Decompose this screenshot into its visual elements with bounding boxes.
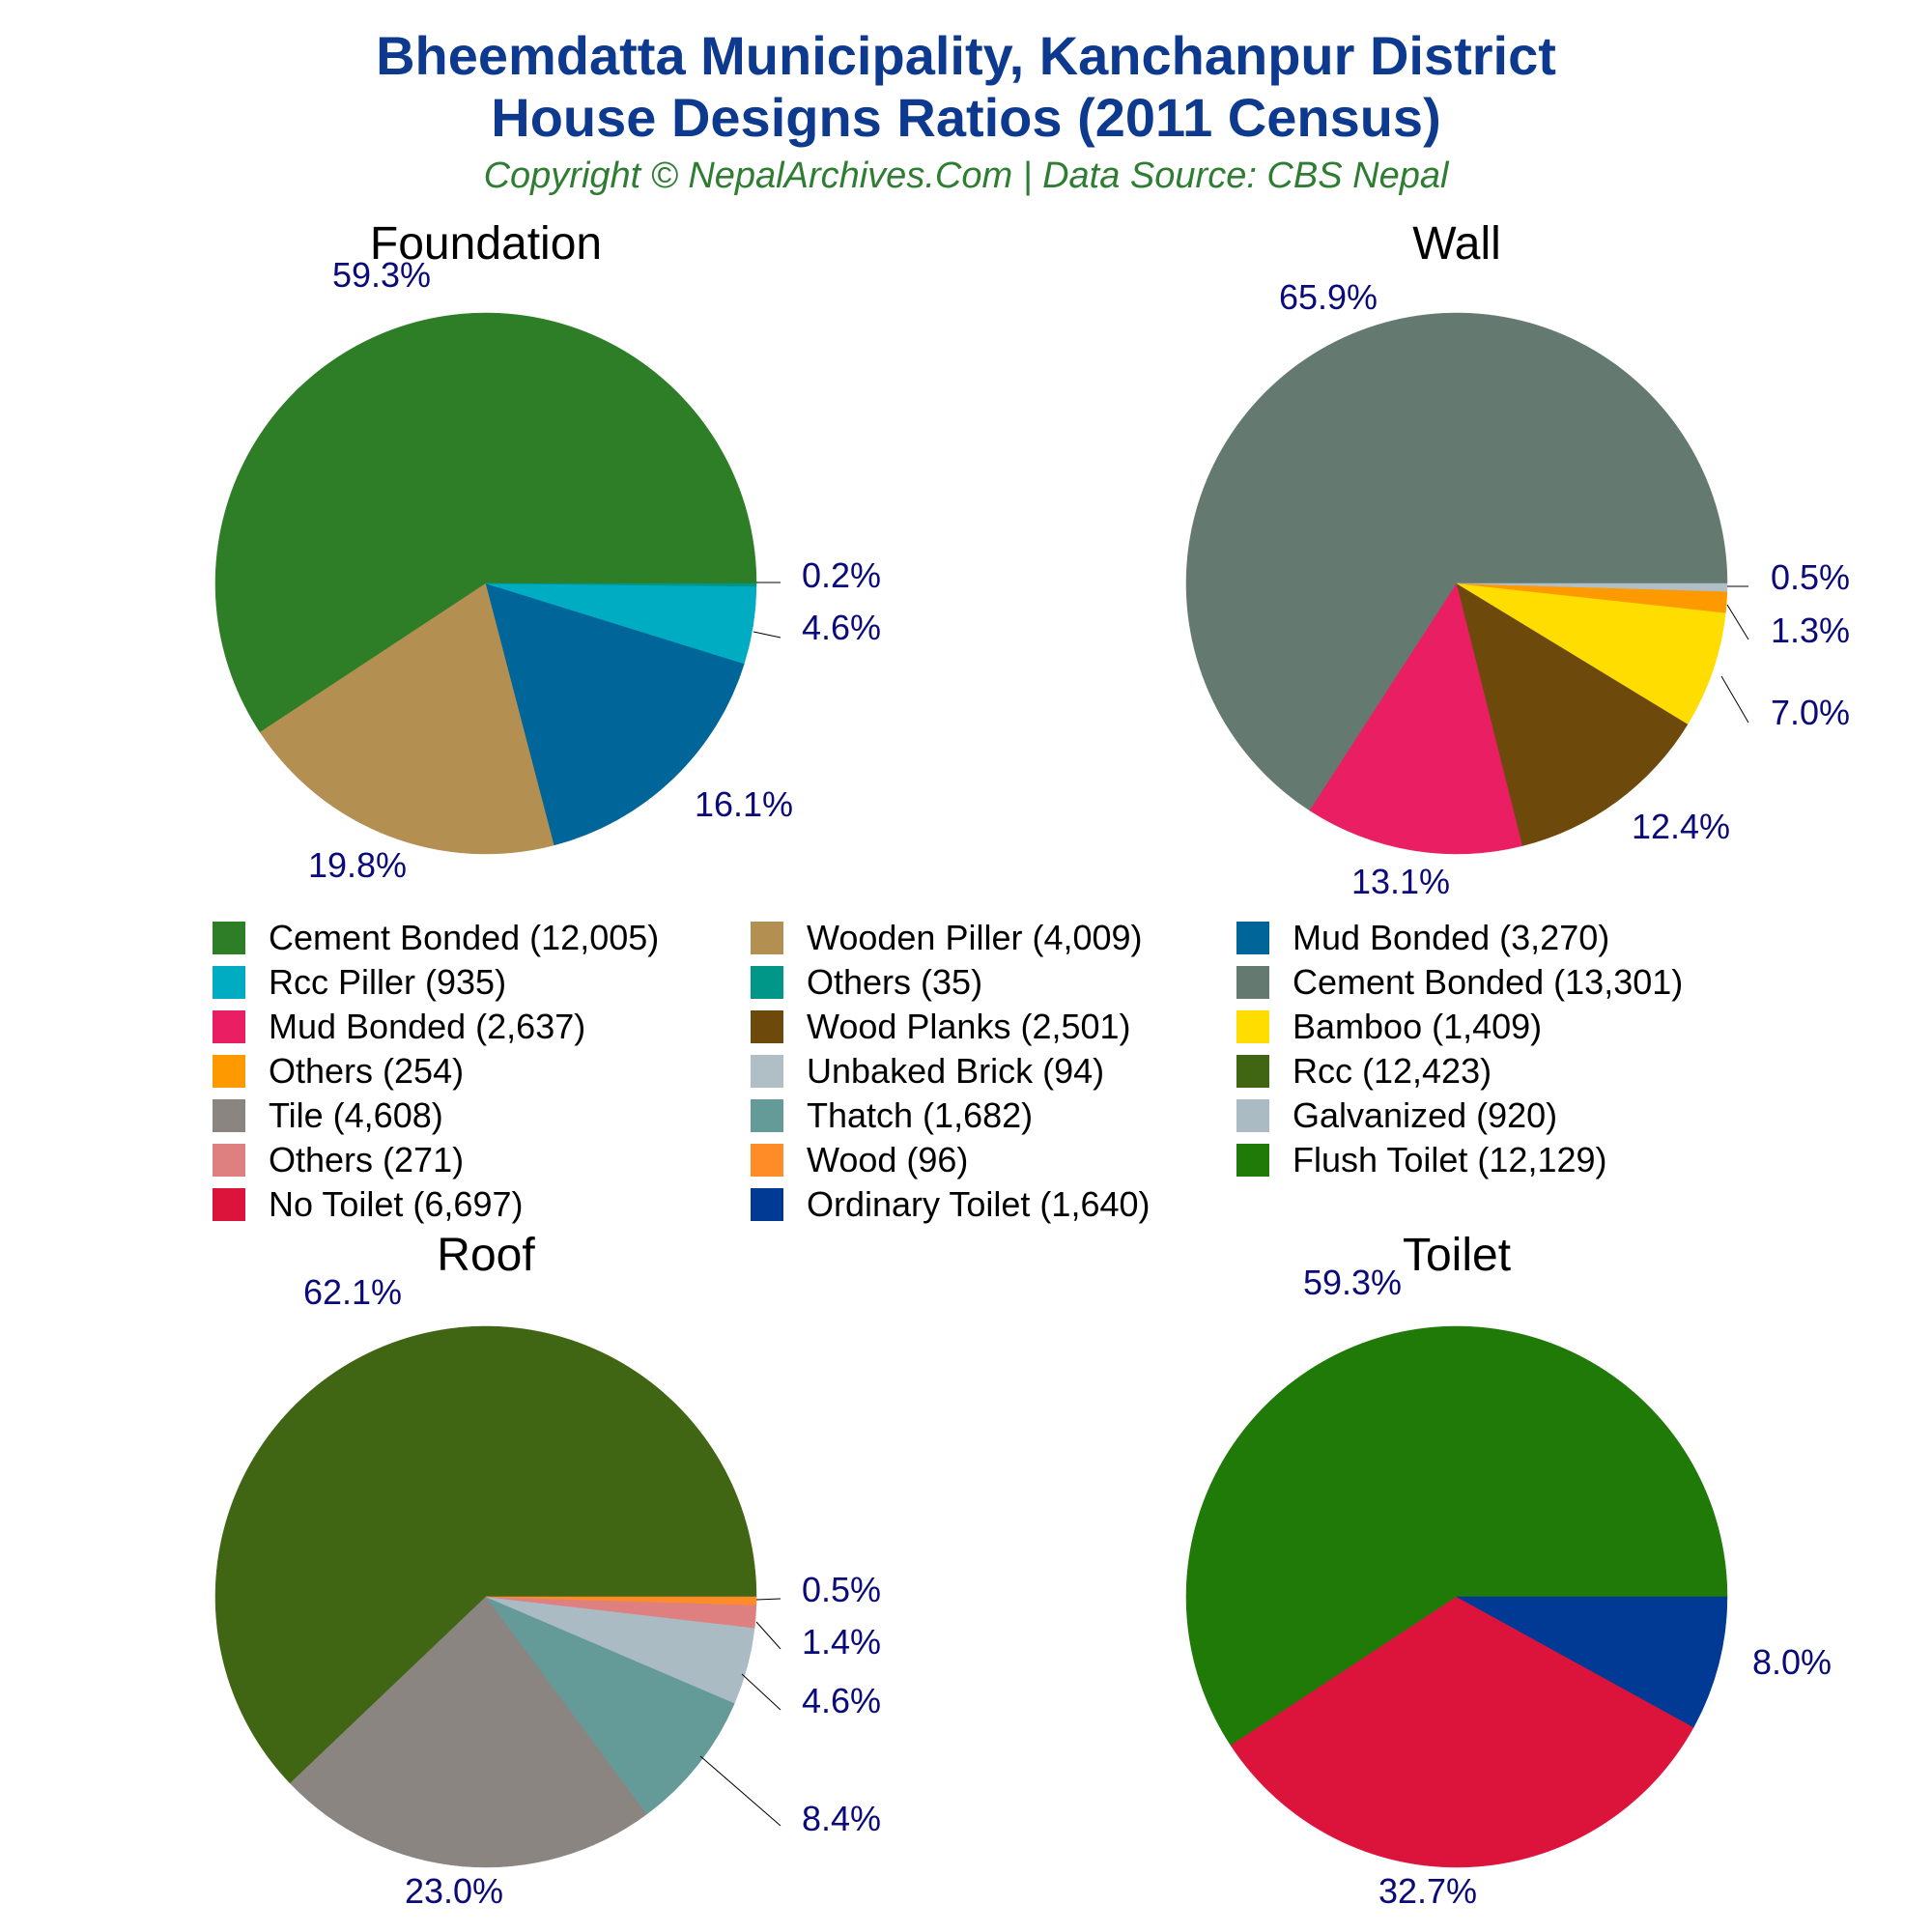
legend-item xyxy=(1236,1049,1492,1094)
legend-item xyxy=(1236,1005,1542,1049)
legend-swatch xyxy=(213,922,245,954)
legend-label: Thatch (1,682) xyxy=(807,1095,1034,1135)
foundation-percent-label: 4.6% xyxy=(802,608,882,647)
legend-label: Bamboo (1,409) xyxy=(1293,1007,1543,1046)
legend-item xyxy=(213,1182,523,1227)
legend-item xyxy=(751,960,982,1005)
legend-label: Others (35) xyxy=(807,962,983,1002)
legend-label: Flush Toilet (12,129) xyxy=(1293,1140,1607,1179)
legend-item xyxy=(751,1049,1104,1094)
wall-percent-label: 12.4% xyxy=(1631,807,1731,846)
legend-label: Cement Bonded (12,005) xyxy=(269,918,660,957)
legend-label: Wood Planks (2,501) xyxy=(807,1007,1131,1046)
toilet-pie-title: Toilet xyxy=(1402,1230,1512,1281)
legend-swatch xyxy=(751,1055,783,1088)
legend-label: Mud Bonded (3,270) xyxy=(1293,918,1610,957)
legend-swatch xyxy=(1236,1144,1269,1177)
legend-label: Galvanized (920) xyxy=(1293,1095,1558,1135)
legend-label: Tile (4,608) xyxy=(269,1095,443,1135)
legend-item xyxy=(1236,916,1609,960)
wall-leader-line xyxy=(1727,605,1748,639)
chart-title-line-1: Bheemdatta Municipality, Kanchanpur District xyxy=(376,25,1556,86)
legend-item xyxy=(213,960,506,1005)
roof-percent-label: 1.4% xyxy=(802,1622,882,1662)
legend xyxy=(213,916,1758,1235)
legend-swatch xyxy=(1236,922,1269,954)
toilet-percent-label: 32.7% xyxy=(1378,1871,1478,1911)
legend-swatch xyxy=(751,922,783,954)
legend-item xyxy=(213,1005,585,1049)
legend-label: Unbaked Brick (94) xyxy=(807,1051,1105,1091)
legend-label: Rcc Piller (935) xyxy=(269,962,507,1002)
legend-swatch xyxy=(213,966,245,999)
legend-swatch xyxy=(1236,966,1269,999)
foundation-leader-line xyxy=(753,632,781,638)
wall-pie-title: Wall xyxy=(1412,218,1501,270)
roof-leader-line xyxy=(700,1756,781,1826)
foundation-pie-title: Foundation xyxy=(369,218,603,270)
foundation-percent-label: 59.3% xyxy=(331,255,432,295)
legend-swatch xyxy=(751,966,783,999)
wall-percent-label: 0.5% xyxy=(1771,557,1851,597)
legend-swatch xyxy=(751,1188,783,1221)
roof-pie-title: Roof xyxy=(437,1230,535,1281)
toilet-percent-label: 8.0% xyxy=(1751,1642,1833,1682)
legend-swatch xyxy=(1236,1010,1269,1043)
legend-item xyxy=(751,1138,968,1182)
roof-percent-label: 8.4% xyxy=(802,1799,882,1838)
legend-item xyxy=(213,916,659,960)
legend-item xyxy=(213,1049,464,1094)
legend-item xyxy=(213,1138,464,1182)
legend-swatch xyxy=(1236,1099,1269,1132)
chart-title-line-2: House Designs Ratios (2011 Census) xyxy=(491,87,1441,148)
wall-percent-label: 13.1% xyxy=(1350,862,1451,901)
roof-leader-line xyxy=(756,1599,781,1600)
wall-percent-label: 65.9% xyxy=(1278,277,1378,317)
roof-leader-line xyxy=(742,1674,781,1710)
legend-item xyxy=(1236,960,1683,1005)
legend-swatch xyxy=(751,1099,783,1132)
legend-label: No Toilet (6,697) xyxy=(269,1184,524,1224)
roof-percent-label: 62.1% xyxy=(302,1272,403,1312)
legend-label: Others (254) xyxy=(269,1051,465,1091)
legend-label: Others (271) xyxy=(269,1140,465,1179)
legend-item xyxy=(1236,1138,1607,1182)
legend-label: Wood (96) xyxy=(807,1140,969,1179)
legend-swatch xyxy=(213,1144,245,1177)
toilet-percent-label: 59.3% xyxy=(1302,1263,1403,1302)
legend-item xyxy=(751,1182,1151,1227)
wall-percent-label: 1.3% xyxy=(1771,611,1851,650)
legend-item xyxy=(1236,1094,1557,1138)
legend-label: Mud Bonded (2,637) xyxy=(269,1007,586,1046)
legend-swatch xyxy=(213,1188,245,1221)
legend-item xyxy=(751,916,1143,960)
wall-leader-line xyxy=(1721,676,1748,723)
legend-label: Wooden Piller (4,009) xyxy=(807,918,1143,957)
legend-swatch xyxy=(751,1010,783,1043)
wall-percent-label: 7.0% xyxy=(1771,693,1851,732)
legend-label: Rcc (12,423) xyxy=(1293,1051,1492,1091)
foundation-percent-label: 0.2% xyxy=(802,555,882,595)
legend-swatch xyxy=(213,1055,245,1088)
roof-percent-label: 4.6% xyxy=(802,1681,882,1720)
legend-item xyxy=(213,1094,443,1138)
legend-item xyxy=(751,1094,1033,1138)
legend-swatch xyxy=(1236,1055,1269,1088)
roof-percent-label: 23.0% xyxy=(404,1871,504,1911)
legend-swatch xyxy=(213,1010,245,1043)
legend-label: Cement Bonded (13,301) xyxy=(1293,962,1684,1002)
roof-leader-line xyxy=(756,1622,781,1649)
foundation-percent-label: 19.8% xyxy=(307,845,408,885)
legend-swatch xyxy=(751,1144,783,1177)
legend-item xyxy=(751,1005,1131,1049)
legend-label: Ordinary Toilet (1,640) xyxy=(807,1184,1151,1224)
roof-percent-label: 0.5% xyxy=(802,1570,882,1609)
chart-subtitle: Copyright © NepalArchives.Com | Data Source: CBS Nepal xyxy=(483,156,1449,196)
foundation-percent-label: 16.1% xyxy=(694,784,794,824)
legend-swatch xyxy=(213,1099,245,1132)
